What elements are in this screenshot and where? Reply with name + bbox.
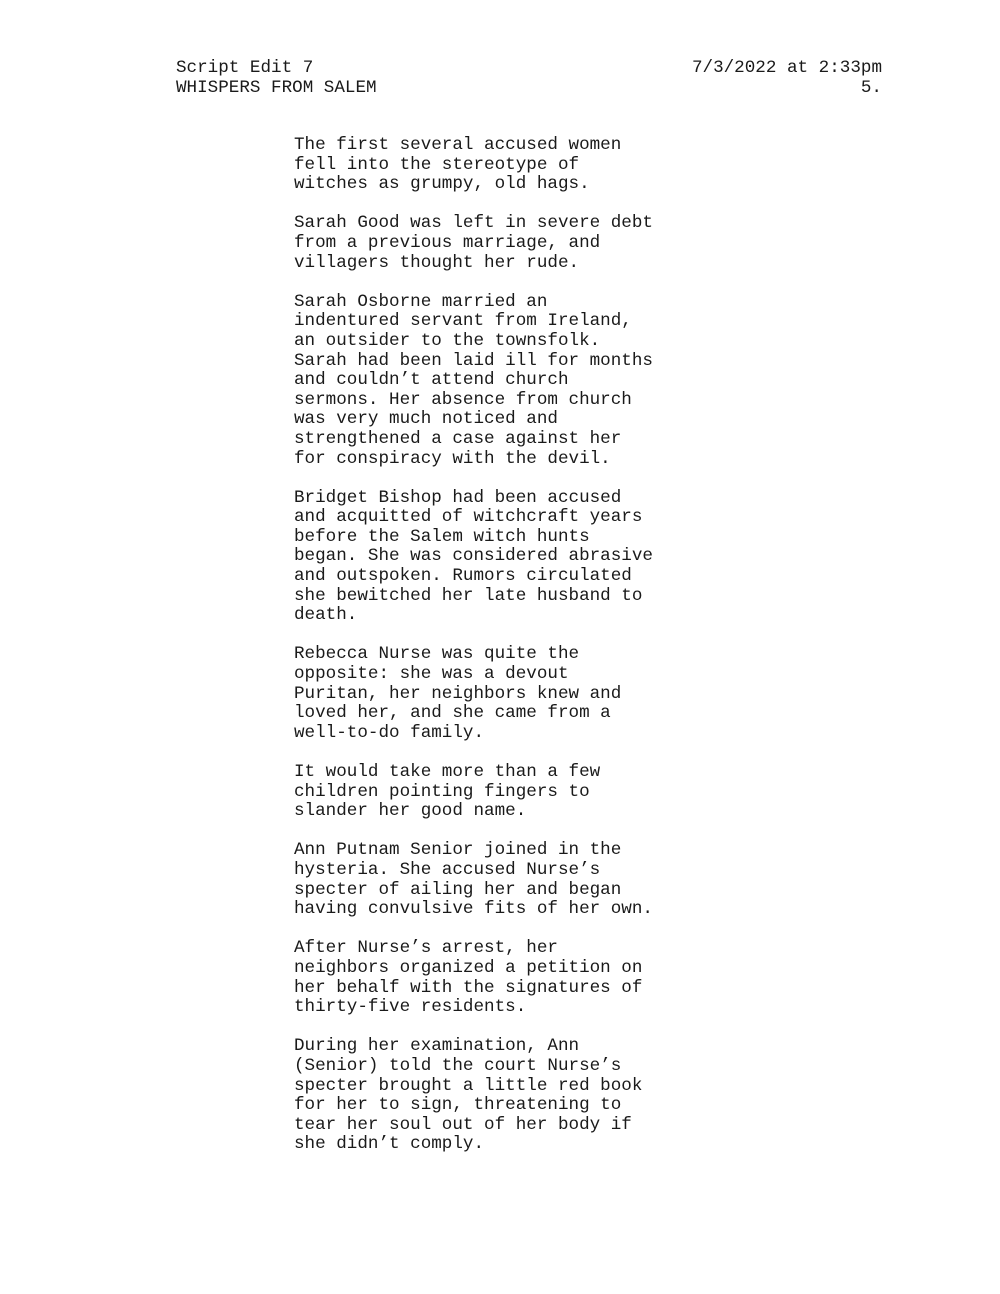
action-line: specter of ailing her and began: [294, 879, 622, 900]
action-line: villagers thought her rude.: [294, 252, 580, 273]
action-line: she bewitched her late husband to: [294, 585, 643, 606]
action-line: indentured servant from Ireland,: [294, 311, 632, 332]
action-paragraph: [294, 293, 734, 469]
action-paragraph: [294, 214, 734, 273]
action-line: her behalf with the signatures of: [294, 977, 643, 998]
action-line: thirty-five residents.: [294, 997, 527, 1018]
action-line: fell into the stereotype of: [294, 154, 580, 175]
action-line: she didn’t comply.: [294, 1134, 485, 1155]
script-body: [294, 136, 734, 1174]
action-line: children pointing fingers to: [294, 781, 590, 802]
action-line: Ann Putnam Senior joined in the: [294, 840, 622, 861]
action-line: death.: [294, 605, 358, 626]
page-header-left: [176, 58, 377, 98]
action-line: and outspoken. Rumors circulated: [294, 566, 632, 587]
action-line: The first several accused women: [294, 135, 622, 155]
revision-timestamp: 7/3/2022 at 2:33pm: [691, 58, 882, 78]
action-paragraph: [294, 1037, 734, 1155]
action-line: During her examination, Ann: [294, 1036, 580, 1057]
action-line: Sarah Good was left in severe debt: [294, 213, 653, 234]
action-line: tear her soul out of her body if: [294, 1114, 632, 1135]
action-line: (Senior) told the court Nurse’s: [294, 1055, 622, 1076]
action-line: Sarah Osborne married an: [294, 291, 548, 312]
action-line: an outsider to the townsfolk.: [294, 330, 601, 351]
action-line: witches as grumpy, old hags.: [294, 174, 590, 195]
action-line: specter brought a little red book: [294, 1075, 643, 1096]
action-line: strengthened a case against her: [294, 428, 622, 449]
action-line: sermons. Her absence from church: [294, 389, 632, 410]
action-line: having convulsive fits of her own.: [294, 899, 653, 920]
action-line: Rebecca Nurse was quite the: [294, 644, 580, 665]
action-line: Bridget Bishop had been accused: [294, 487, 622, 508]
script-edit-label: Script Edit 7: [176, 58, 314, 78]
page-number: 5.: [860, 78, 882, 98]
action-line: It would take more than a few: [294, 762, 601, 782]
action-paragraph: [294, 136, 734, 195]
page-header-right: [692, 58, 882, 98]
action-line: hysteria. She accused Nurse’s: [294, 859, 601, 880]
action-line: and couldn’t attend church: [294, 370, 569, 391]
action-line: Sarah had been laid ill for months: [294, 350, 653, 371]
action-line: opposite: she was a devout: [294, 664, 569, 685]
action-line: before the Salem witch hunts: [294, 526, 590, 547]
action-line: from a previous marriage, and: [294, 232, 601, 253]
action-line: neighbors organized a petition on: [294, 957, 643, 978]
action-line: for her to sign, threatening to: [294, 1095, 622, 1116]
action-paragraph: [294, 489, 734, 626]
action-line: well-to-do family.: [294, 722, 485, 743]
action-line: Puritan, her neighbors knew and: [294, 683, 622, 704]
action-paragraph: [294, 645, 734, 743]
action-line: After Nurse’s arrest, her: [294, 938, 558, 959]
action-line: began. She was considered abrasive: [294, 546, 653, 567]
action-paragraph: [294, 763, 734, 822]
action-paragraph: [294, 939, 734, 1017]
action-paragraph: [294, 841, 734, 919]
script-title: WHISPERS FROM SALEM: [176, 78, 377, 98]
action-line: was very much noticed and: [294, 409, 558, 430]
action-line: loved her, and she came from a: [294, 703, 611, 724]
action-line: and acquitted of witchcraft years: [294, 507, 643, 528]
action-line: slander her good name.: [294, 801, 527, 822]
action-line: for conspiracy with the devil.: [294, 448, 611, 469]
